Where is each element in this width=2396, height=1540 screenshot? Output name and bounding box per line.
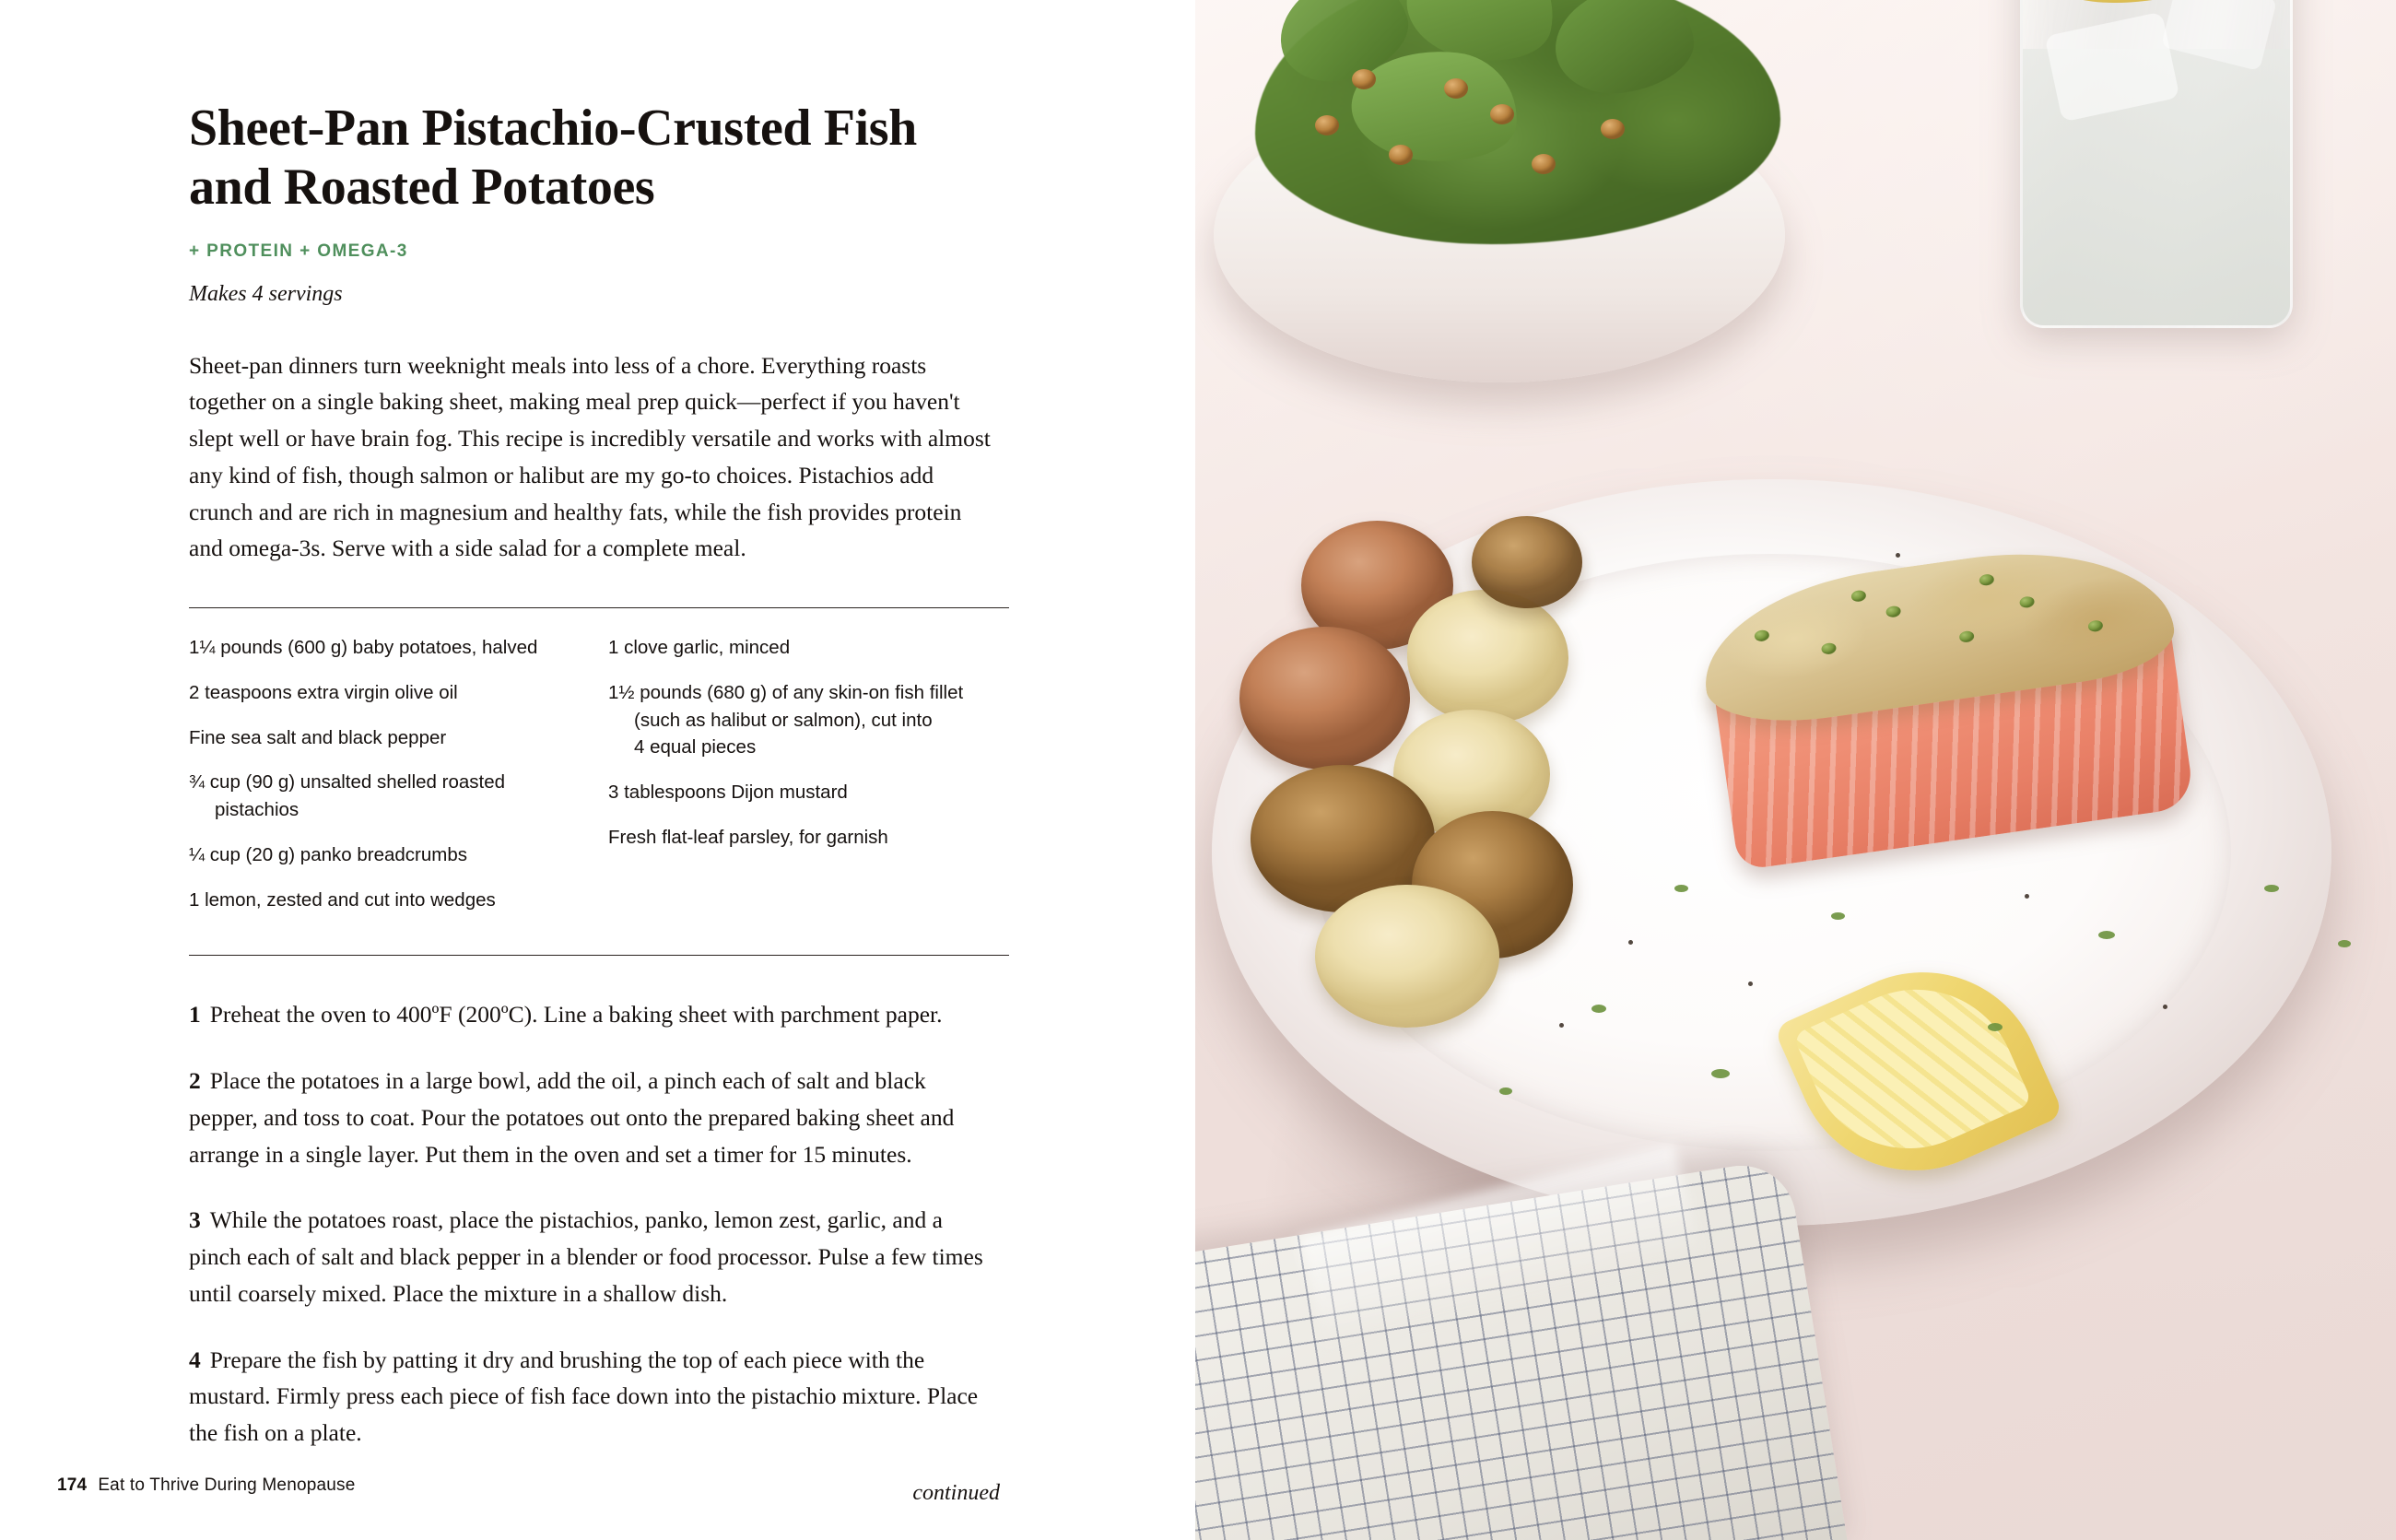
continued-label: continued xyxy=(912,1480,1000,1505)
pistachio-piece xyxy=(1821,642,1838,655)
salad-bowl xyxy=(1214,88,1785,382)
instruction-step xyxy=(189,1063,1000,1172)
recipe-intro: Sheet-pan dinners turn weeknight meals into less of a chore. Everything roasts together on a single baking sheet, making meal prep quick—perfect if you haven't slept well or have brain fog. This recipe is incredibly versatile and works with almost any kind of fish, though salmon or halibut are my go-to choices. Pistachios add crunch and are rich in magnesium and healthy fats, while the fish provides protein and omega-3s. Serve with a side salad for a complete meal. xyxy=(189,351,991,562)
recipe-photo xyxy=(1195,0,2396,1540)
ingredient-item xyxy=(189,769,599,823)
recipe-text-page xyxy=(0,0,1195,1540)
pistachio-piece xyxy=(1754,629,1770,642)
ingredient-text: 1 clove garlic, minced xyxy=(608,637,791,659)
roasted-potato xyxy=(1472,516,1582,608)
ingredient-text: 1 lemon, zested and cut into wedges xyxy=(189,888,496,911)
pepper-fleck xyxy=(1559,1023,1564,1028)
page-title: Sheet-Pan Pistachio-Crusted Fish and Roasted Potatoes xyxy=(189,100,917,216)
nutrition-tags: + PROTEIN + OMEGA-3 xyxy=(189,241,408,261)
step-number: 4 xyxy=(189,1346,201,1373)
ingredient-item xyxy=(189,887,599,914)
parsley-fleck xyxy=(1988,1023,2003,1031)
divider-bottom xyxy=(189,955,1009,956)
step-text: Place the potatoes in a large bowl, add the oil, a pinch each of salt and black pepper, and toss to coat. Pour the potatoes out onto the prepared baking sheet and arrange in a single layer. Put them in the oven and set a timer for 15 minutes. xyxy=(189,1067,955,1168)
page-footer xyxy=(57,1475,356,1496)
ingredient-item xyxy=(189,841,599,869)
step-number: 3 xyxy=(189,1206,201,1234)
ingredient-text: ¾ cup (90 g) unsalted shelled roasted xyxy=(189,771,506,794)
step-text: While the potatoes roast, place the pistachios, panko, lemon zest, garlic, and a pinch each of salt and black pepper in a blender or food processor. Pulse a few times until coarsely mixed. Place the mixture in a shallow dish. xyxy=(189,1206,983,1307)
roasted-potato xyxy=(1239,627,1410,770)
servings-note: Makes 4 servings xyxy=(189,281,343,306)
chickpea xyxy=(1601,119,1625,139)
water-glass xyxy=(2020,0,2293,328)
pistachio-piece xyxy=(2019,595,2036,608)
parsley-fleck xyxy=(2098,931,2115,939)
chickpea xyxy=(1315,115,1339,135)
ingredients-section xyxy=(189,607,1009,956)
parsley-fleck xyxy=(1499,1087,1512,1095)
ingredient-item xyxy=(608,824,1009,852)
ingredient-text: ¼ cup (20 g) panko breadcrumbs xyxy=(189,843,467,865)
ingredient-item xyxy=(189,634,599,662)
parsley-fleck xyxy=(1591,1005,1606,1013)
pepper-fleck xyxy=(1748,982,1753,986)
parsley-fleck xyxy=(2338,940,2351,947)
pepper-fleck xyxy=(2025,894,2029,899)
recipe-content xyxy=(189,100,1009,1506)
chickpea xyxy=(1490,104,1514,124)
instructions-section xyxy=(189,996,1009,1506)
pistachio-piece xyxy=(1958,630,1975,643)
book-title: Eat to Thrive During Menopause xyxy=(98,1475,356,1495)
ingredient-item xyxy=(189,724,599,752)
pepper-fleck xyxy=(1628,940,1633,945)
pistachio-piece xyxy=(1885,605,1902,618)
ingredient-text: 1½ pounds (680 g) of any skin-on fish fillet xyxy=(608,681,964,703)
ingredient-text-continued: pistachios xyxy=(215,799,300,821)
pistachio-piece xyxy=(1979,573,1995,586)
ingredients-columns xyxy=(189,608,1009,955)
ingredient-item xyxy=(608,779,1009,806)
ingredient-text-continued-2: 4 equal pieces xyxy=(634,736,757,758)
ingredient-text: 1¼ pounds (600 g) baby potatoes, halved xyxy=(189,637,538,659)
instruction-step xyxy=(189,996,1000,1033)
pepper-fleck xyxy=(1896,553,1900,558)
pistachio-piece xyxy=(1850,590,1867,603)
page-number: 174 xyxy=(57,1475,88,1495)
step-number: 2 xyxy=(189,1067,201,1095)
ingredient-text-continued: (such as halibut or salmon), cut into xyxy=(634,709,933,731)
chickpea xyxy=(1389,145,1413,165)
roasted-potato xyxy=(1315,885,1499,1028)
ingredient-text: 3 tablespoons Dijon mustard xyxy=(608,782,848,804)
ingredient-text: 2 teaspoons extra virgin olive oil xyxy=(189,681,458,703)
parsley-fleck xyxy=(1711,1069,1730,1078)
step-text: Preheat the oven to 400ºF (200ºC). Line a baking sheet with parchment paper. xyxy=(209,1001,943,1029)
chickpea xyxy=(1444,78,1468,99)
ingredient-item xyxy=(608,679,1009,761)
roasted-potato xyxy=(1407,590,1568,723)
parsley-fleck xyxy=(1674,885,1688,892)
ingredient-item xyxy=(608,634,1009,662)
parsley-fleck xyxy=(1831,912,1845,920)
pistachio-piece xyxy=(2087,619,2104,632)
ingredient-item xyxy=(189,679,599,707)
chickpea xyxy=(1352,69,1376,89)
step-text: Prepare the fish by patting it dry and brushing the top of each piece with the mustard. Firmly press each piece of fish face down into the pistachio mixture. Place the fish on a plate. xyxy=(189,1346,979,1447)
ingredient-text: Fine sea salt and black pepper xyxy=(189,726,447,748)
pepper-fleck xyxy=(2163,1005,2167,1009)
instruction-step xyxy=(189,1342,1000,1452)
instruction-step xyxy=(189,1202,1000,1311)
chickpea xyxy=(1532,154,1556,174)
ingredient-text: Fresh flat-leaf parsley, for garnish xyxy=(608,826,888,848)
ingredients-column-right xyxy=(599,634,1009,931)
step-number: 1 xyxy=(189,1001,201,1029)
ingredients-column-left xyxy=(189,634,599,931)
parsley-fleck xyxy=(2264,885,2279,892)
